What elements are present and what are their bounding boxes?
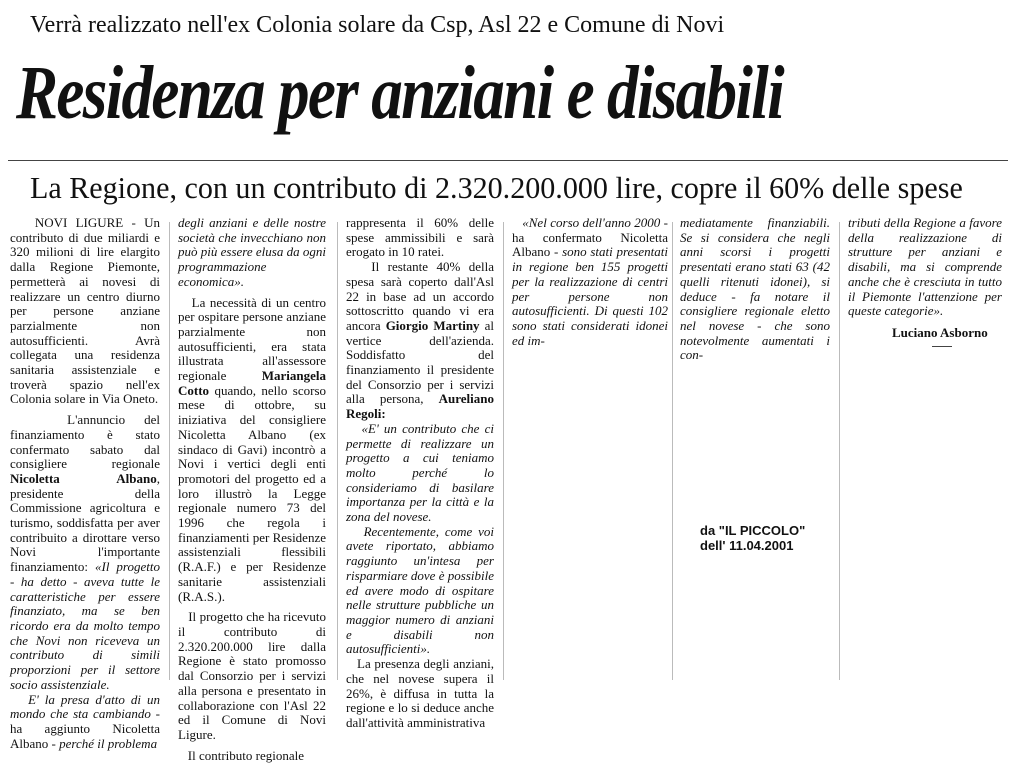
article-column-1: [10, 216, 160, 751]
quote-text: E' la presa d'atto di un mondo che sta cambiando: [10, 691, 161, 722]
paragraph-text: L'annuncio del finanziamento è stato confermato sabato dal consigliere regionale: [10, 412, 161, 472]
person-name: Mariangela Cotto: [178, 368, 326, 398]
paragraph-text: Il restante 40% della spesa sarà coperto dall'Asl 22 in base ad un accordo sottoscritto quando vi era ancora: [346, 259, 494, 333]
quote-text: mediatamente finanziabili. Se si considera che negli anni scorsi i progetti presentati erano stati 63 (42 quelli ritenuti idonei), si deduce - fa notare il consigliere regionale eletto nel novese - che sono notevolmente aumentati i con-: [680, 215, 830, 363]
paragraph: [178, 296, 326, 605]
paragraph-text: Il contributo regionale: [187, 747, 304, 763]
person-name: Aureliano Regoli: [346, 391, 494, 422]
column-divider: [337, 222, 338, 680]
person-name: Giorgio Martiny: [385, 317, 480, 333]
headline: Residenza per anziani e disabili: [16, 51, 784, 135]
kicker: Verrà realizzato nell'ex Colonia solare da Csp, Asl 22 e Comune di Novi: [30, 12, 725, 38]
quote-text: degli anziani e delle nostre società che invecchiano non può più essere elusa da ogni programmazione economica».: [178, 215, 326, 289]
paragraph-text: quando, nello scorso mese di ottobre, su iniziativa del consigliere Nicoletta Albano (ex sindaco di Gavi) incontrò a Novi i vertici degli enti promotori del progetto ed a loro illustrò la Legge regionale numero 73 del 1996 che regola i finanziamenti per Residenze assistenziali flessibili (R.A.F.) e per Residenze sanitarie assistenziali (R.A.S.).: [178, 382, 326, 604]
paragraph-text: - Un contributo di due miliardi e 320 milioni di lire elargito dalla Regione Piemonte, permetterà ai novesi di realizzare un centro diurno per persone anziane parzialmente non autosufficienti. Avrà collegata una residenza sanitaria assistenziale e troverà spazio nell'ex Colonia solare in Via Oneto.: [10, 215, 161, 407]
source-date: dell' 11.04.2001: [700, 538, 794, 553]
quote-text: «E' un contributo che ci permette di realizzare un progetto a cui teniamo molto perché lo consideriamo di basilare importanza per la città e la zona del novese.: [346, 420, 495, 525]
paragraph: [346, 525, 494, 657]
column-divider: [169, 222, 170, 680]
subheadline: La Regione, con un contributo di 2.320.200.000 lire, copre il 60% delle spese: [30, 170, 963, 205]
paragraph: [512, 216, 668, 348]
quote-text: Recentemente, come voi avete riportato, abbiamo raggiunto un'intesa per risparmiare dove è possibile ed avere modo di ospitare nelle strutture pubbliche un maggior numero di anziani e disabili non autosufficienti».: [346, 523, 495, 657]
column-divider: [672, 222, 673, 680]
article-column-6: [848, 216, 1002, 319]
paragraph: [10, 693, 160, 752]
paragraph: [680, 216, 830, 363]
article-column-5: [680, 216, 830, 363]
paragraph-text: - ha aggiunto Nicoletta Albano -: [10, 706, 160, 751]
paragraph: [848, 216, 1002, 319]
paragraph-text: Il progetto che ha ricevuto il contributo di 2.320.200.000 lire dalla Regione è stato promosso dal Consorzio per i servizi alla persona e presentato in collaborazione con l'Asl 22 ed il Comune di Novi Ligure.: [178, 609, 327, 742]
divider: [8, 160, 1008, 161]
source-publication: da "IL PICCOLO": [700, 523, 806, 538]
paragraph-text: :: [381, 406, 386, 422]
source-note: [700, 523, 805, 553]
column-divider: [503, 222, 504, 680]
paragraph: [346, 216, 494, 260]
quote-text: «Nel corso dell'anno 2000: [522, 215, 661, 230]
quote-text: sono stati presentati in regione ben 155 progetti per la realizzazione di centri per persone non autosufficienti. Di questi 102 sono stati considerati idonei ed im-: [512, 244, 668, 348]
paragraph-text: al vertice dell'azienda. Soddisfatto del finanziamento il presidente del Consorzio per i servizi alla persona,: [346, 317, 494, 407]
byline-divider: [932, 346, 952, 347]
paragraph-text: La presenza degli anziani, che nel novese supera il 26%, è diffusa in tutta la regione e lo si deduce anche dall'attività amministrativa: [346, 656, 494, 730]
paragraph: [346, 657, 494, 731]
paragraph-text: , presidente della Commissione agricoltura e turismo, soddisfatta per aver contribuito a dirottare verso Novi l'importante finanziamento:: [10, 470, 160, 575]
paragraph: [346, 422, 494, 525]
paragraph: [10, 216, 160, 407]
paragraph: [178, 749, 326, 763]
paragraph-text: rappresenta il 60% delle spese ammissibili e sarà erogato in 10 ratei.: [346, 215, 494, 260]
paragraph: [10, 413, 160, 692]
article-column-2: [178, 216, 326, 763]
byline: Luciano Asborno: [892, 325, 988, 340]
column-divider: [839, 222, 840, 680]
quote-text: perché il problema: [59, 735, 158, 751]
person-name: Nicoletta Albano: [10, 470, 157, 486]
article-column-3: [346, 216, 494, 731]
article-column-4: [512, 216, 668, 348]
quote-text: tributi della Regione a favore della realizzazione di strutture per anziani e disabili, ma si comprende anche che è cresciuta in tutto il Piemonte l'attenzione per queste categorie».: [848, 215, 1002, 319]
quote-text: «Il progetto - ha detto - aveva tutte le caratteristiche per essere finanziato, ma se ben ricordo era da molto tempo che Novi non riceveva un contributo di simili proporzioni per il settore socio assistenziale.: [10, 559, 161, 692]
paragraph: [178, 610, 326, 742]
paragraph: [178, 216, 326, 290]
paragraph: [346, 260, 494, 422]
paragraph-text: - ha confermato Nicoletta Albano -: [512, 215, 668, 260]
paragraph-text: La necessità di un centro per ospitare persone anziane parzialmente non autosufficienti, era stata illustrata all'assessore regionale: [178, 294, 327, 384]
dateline: NOVI LIGURE: [34, 215, 124, 230]
